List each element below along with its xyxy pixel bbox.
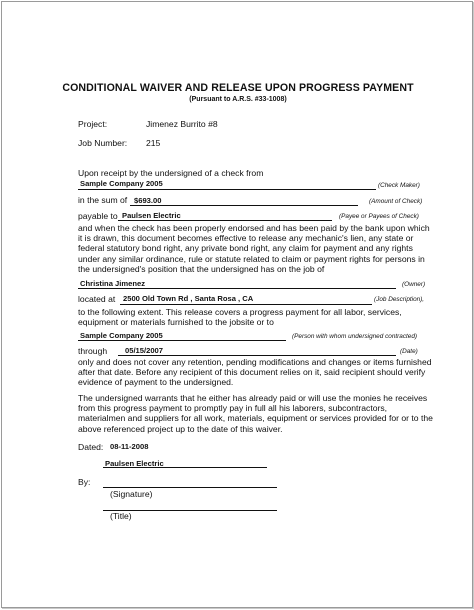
through-value: 05/15/2007: [125, 346, 164, 355]
through-label: through: [78, 346, 108, 356]
job-number-value: 215: [146, 138, 161, 148]
payee-note: (Payee or Payees of Check): [339, 213, 419, 220]
amount-value: $693.00: [134, 196, 162, 205]
location-line: [120, 304, 372, 305]
dated-label: Dated:: [78, 442, 104, 452]
by-label: By:: [78, 477, 91, 487]
check-maker-note: (Check Maker): [378, 182, 420, 189]
coverage-paragraph: only and does not cover any retention, pending modifications and changes or items furnished after that date. Before any recipient of this document relies on it, said recipient should verify evidence of payment to the undersigned.: [78, 357, 432, 388]
warranty-paragraph: The undersigned warrants that he either has already paid or will use the monies he receives from this progress payment to promptly pay in full all his laborers, subcontractors, materialmen and suppliers for all work, materials, equipment or services provided for or to the above referenced project up to the date of this waiver.: [78, 393, 433, 434]
release-paragraph: and when the check has been properly endorsed and has been paid by the bank upon which it is drawn, this document becomes effective to release any mechanic's lien, any state or federal statutory bond right, any private bond right, any claim for payment and any rights under any similar ordinance, rule or statute related to claim or payment rights for persons in the undersigned's position that the undersigned has on the job of: [78, 223, 430, 274]
dated-value: 08-11-2008: [110, 442, 149, 451]
location-note: (Job Description),: [374, 296, 425, 303]
sum-label: in the sum of: [78, 195, 128, 205]
project-value: Jimenez Burrito #8: [146, 119, 218, 129]
through-note: (Date): [400, 348, 418, 355]
job-number-label: Job Number:: [78, 138, 128, 148]
amount-line: [130, 205, 358, 206]
signature-line: [103, 487, 277, 488]
payable-label: payable to: [78, 211, 118, 221]
extent-paragraph: to the following extent. This release covers a progress payment for all labor, services, equipment or materials furnished to the jobsite or to: [78, 307, 402, 328]
through-line: [118, 355, 396, 356]
check-maker-value: Sample Company 2005: [80, 179, 163, 188]
owner-value: Christina Jimenez: [80, 279, 145, 288]
check-maker-line: [78, 189, 376, 190]
owner-line: [78, 288, 396, 289]
title-label: (Title): [110, 511, 132, 521]
waiver-document: [1, 1, 473, 608]
company-name: Paulsen Electric: [105, 459, 164, 468]
location-label: located at: [78, 294, 116, 304]
company-line: [103, 467, 267, 468]
project-label: Project:: [78, 119, 108, 129]
payee-line: [118, 220, 332, 221]
owner-note: (Owner): [402, 281, 426, 288]
payee-value: Paulsen Electric: [122, 211, 181, 220]
document-subtitle: (Pursuant to A.R.S. #33-1008): [189, 96, 287, 103]
contracted-line: [78, 340, 286, 341]
contracted-note: (Person with whom undersigned contracted): [292, 333, 418, 340]
signature-label: (Signature): [110, 489, 153, 499]
location-value: 2500 Old Town Rd , Santa Rosa , CA: [123, 294, 254, 303]
amount-note: (Amount of Check): [369, 198, 423, 205]
document-title: CONDITIONAL WAIVER AND RELEASE UPON PROGRESS PAYMENT: [62, 82, 414, 94]
contracted-value: Sample Company 2005: [80, 331, 163, 340]
receipt-intro: Upon receipt by the undersigned of a check from: [78, 168, 264, 178]
